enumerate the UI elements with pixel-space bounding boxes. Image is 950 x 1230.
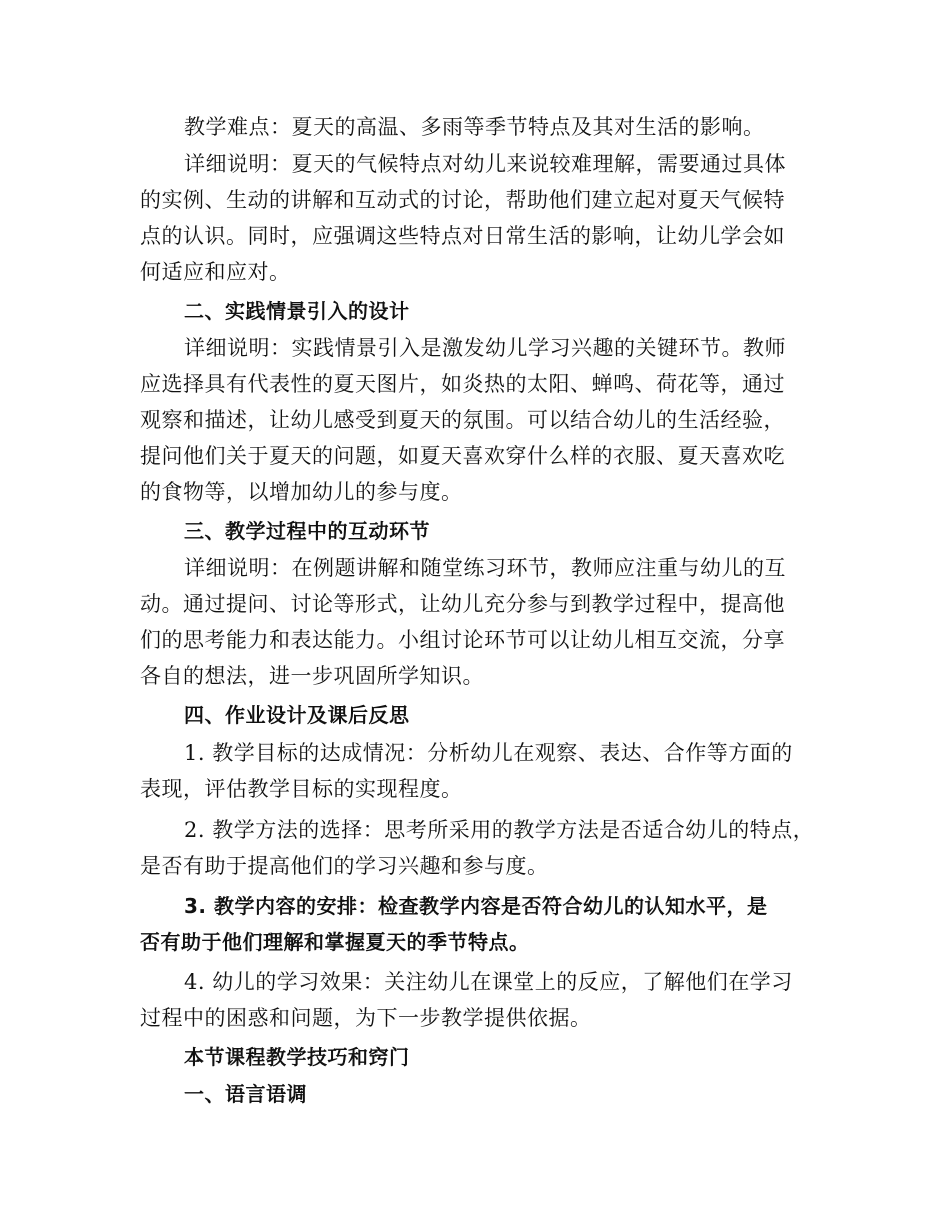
section-heading: 三、教学过程中的互动环节 <box>184 519 430 543</box>
paragraph-line: 应选择具有代表性的夏天图片，如炎热的太阳、蝉鸣、荷花等，通过 <box>140 372 785 396</box>
paragraph-line: 们的思考能力和表达能力。小组讨论环节可以让幼儿相互交流，分享 <box>140 628 785 652</box>
paragraph-line: 的食物等，以增加幼儿的参与度。 <box>140 480 463 504</box>
section-heading: 一、语言语调 <box>184 1082 307 1106</box>
section-heading: 二、实践情景引入的设计 <box>184 299 410 323</box>
section-heading: 四、作业设计及课后反思 <box>184 703 410 727</box>
list-item-line: 过程中的困惑和问题，为下一步教学提供依据。 <box>140 1006 592 1030</box>
paragraph-line: 动。通过提问、讨论等形式，让幼儿充分参与到教学过程中，提高他 <box>140 592 785 616</box>
list-item-line: 是否有助于提高他们的学习兴趣和参与度。 <box>140 854 549 878</box>
list-item-line-bold: 否有助于他们理解和掌握夏天的季节特点。 <box>140 930 530 954</box>
list-item-line: 1. 教学目标的达成情况：分析幼儿在观察、表达、合作等方面的 <box>184 741 793 765</box>
paragraph-line: 的实例、生动的讲解和互动式的讨论，帮助他们建立起对夏天气候特 <box>140 188 785 212</box>
paragraph-line: 各自的想法，进一步巩固所学知识。 <box>140 664 484 688</box>
paragraph-line: 提问他们关于夏天的问题，如夏天喜欢穿什么样的衣服、夏天喜欢吃 <box>140 444 785 468</box>
paragraph-line: 点的认识。同时，应强调这些特点对日常生活的影响，让幼儿学会如 <box>140 224 785 248</box>
paragraph-line: 详细说明：在例题讲解和随堂练习环节，教师应注重与幼儿的互 <box>184 556 786 580</box>
paragraph-line: 教学难点：夏天的高温、多雨等季节特点及其对生活的影响。 <box>184 115 765 139</box>
paragraph-line: 详细说明：夏天的气候特点对幼儿来说较难理解，需要通过具体 <box>184 152 786 176</box>
list-item-line-bold: 3. 教学内容的安排：检查教学内容是否符合幼儿的认知水平，是 <box>184 894 768 918</box>
section-heading: 本节课程教学技巧和窍门 <box>184 1045 410 1069</box>
list-item-line: 2. 教学方法的选择：思考所采用的教学方法是否适合幼儿的特点， <box>184 818 815 842</box>
list-item-line: 表现，评估教学目标的实现程度。 <box>140 777 463 801</box>
paragraph-line: 详细说明：实践情景引入是激发幼儿学习兴趣的关键环节。教师 <box>184 336 786 360</box>
list-item-line: 4. 幼儿的学习效果：关注幼儿在课堂上的反应，了解他们在学习 <box>184 970 793 994</box>
paragraph-line: 何适应和应对。 <box>140 260 291 284</box>
paragraph-line: 观察和描述，让幼儿感受到夏天的氛围。可以结合幼儿的生活经验， <box>140 408 785 432</box>
